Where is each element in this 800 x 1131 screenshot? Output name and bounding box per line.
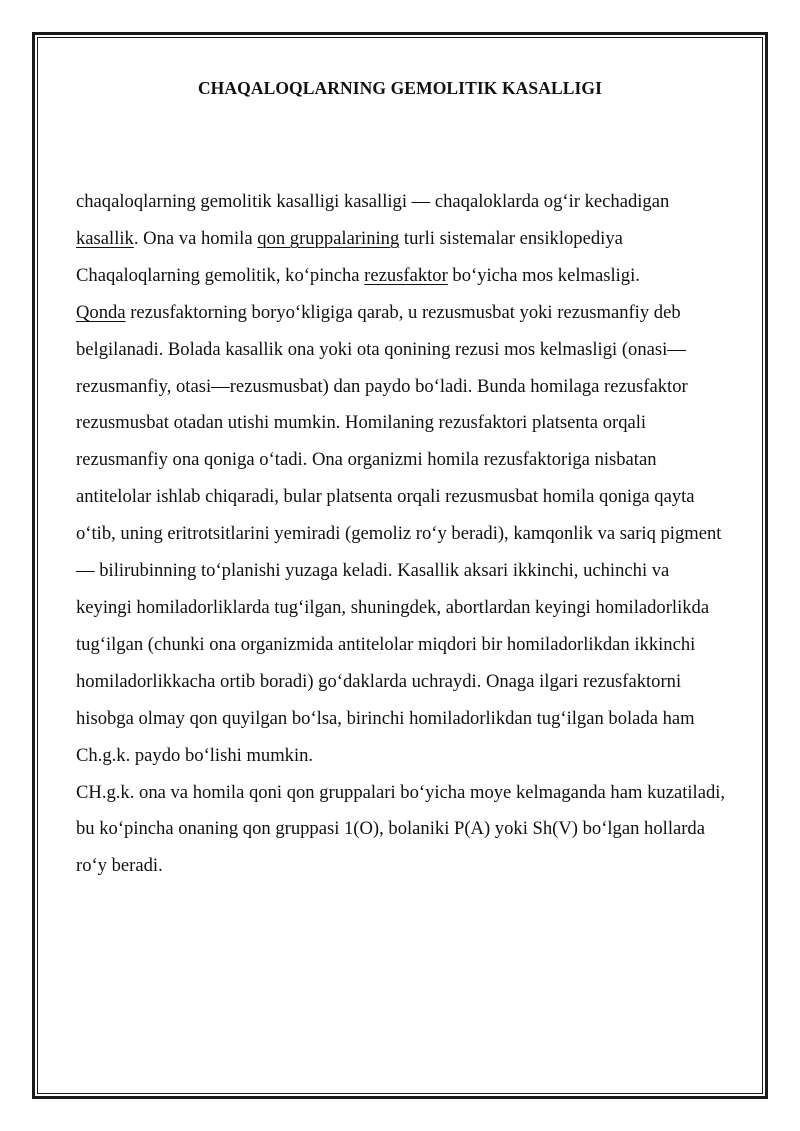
paragraph-text: turli sistemalar ensiklopediya xyxy=(399,227,623,249)
paragraph-3 xyxy=(76,295,726,775)
paragraph-4 xyxy=(76,775,726,886)
link-qon-gruppalarining[interactable]: qon gruppalarining xyxy=(257,227,400,249)
link-rezusfaktor[interactable]: rezusfaktor xyxy=(364,264,448,286)
link-kasallik[interactable]: kasallik xyxy=(76,227,134,249)
paragraph-1 xyxy=(76,184,726,258)
paragraph-text: CH.g.k. ona va homila qoni qon gruppalari bo‘yicha moye kelmaganda ham kuzatiladi, bu ko‘pincha onaning qon gruppasi 1(O), bolaniki P(A) yoki Sh(V) bo‘lgan hollarda ro‘y beradi. xyxy=(76,781,726,877)
paragraph-text: . Ona va homila xyxy=(133,227,258,249)
link-qonda[interactable]: Qonda xyxy=(76,301,126,323)
paragraph-2 xyxy=(76,258,726,295)
paragraph-text: chaqaloqlarning gemolitik kasalligi kasalligi — chaqaloklarda og‘ir kechadigan xyxy=(76,191,670,212)
document-body xyxy=(76,184,726,885)
document-title: CHAQALOQLARNING GEMOLITIK KASALLIGI xyxy=(197,78,603,98)
paragraph-text: bo‘yicha mos kelmasligi. xyxy=(447,264,640,286)
paragraph-text: Chaqaloqlarning gemolitik, ko‘pincha xyxy=(76,264,365,286)
paragraph-text: rezusfaktorning boryo‘kligiga qarab, u rezusmusbat yoki rezusmanfiy deb belgilanadi. Bolada kasallik ona yoki ota qonining rezusi mos kelmasligi (onasi—rezusmanfiy, otasi—rezusmusbat) dan paydo bo‘ladi. Bunda homilaga rezusfaktor rezusmusbat otadan utishi mumkin. Homilaning rezusfaktori platsenta orqali rezusmanfiy ona qoniga o‘tadi. Ona organizmi homila rezusfaktoriga nisbatan antitelolar ishlab chiqaradi, bular platsenta orqali rezusmusbat homila qoniga qayta o‘tib, uning eritrotsitlarini yemiradi (gemoliz ro‘y beradi), kamqonlik va sariq pigment — bilirubinning to‘planishi yuzaga keladi. Kasallik aksari ikkinchi, uchinchi va keyingi homiladorliklarda tug‘ilgan, shuningdek, abortlardan keyingi homiladorlikda tug‘ilgan (chunki ona organizmida antitelolar miqdori bir homiladorlikdan ikkinchi homiladorlikkacha ortib boradi) go‘daklarda uchraydi. Onaga ilgari rezusfaktorni hisobga olmay qon quyilgan bo‘lsa, birinchi homiladorlikdan tug‘ilgan bolada ham Ch.g.k. paydo bo‘lishi mumkin. xyxy=(76,301,722,766)
